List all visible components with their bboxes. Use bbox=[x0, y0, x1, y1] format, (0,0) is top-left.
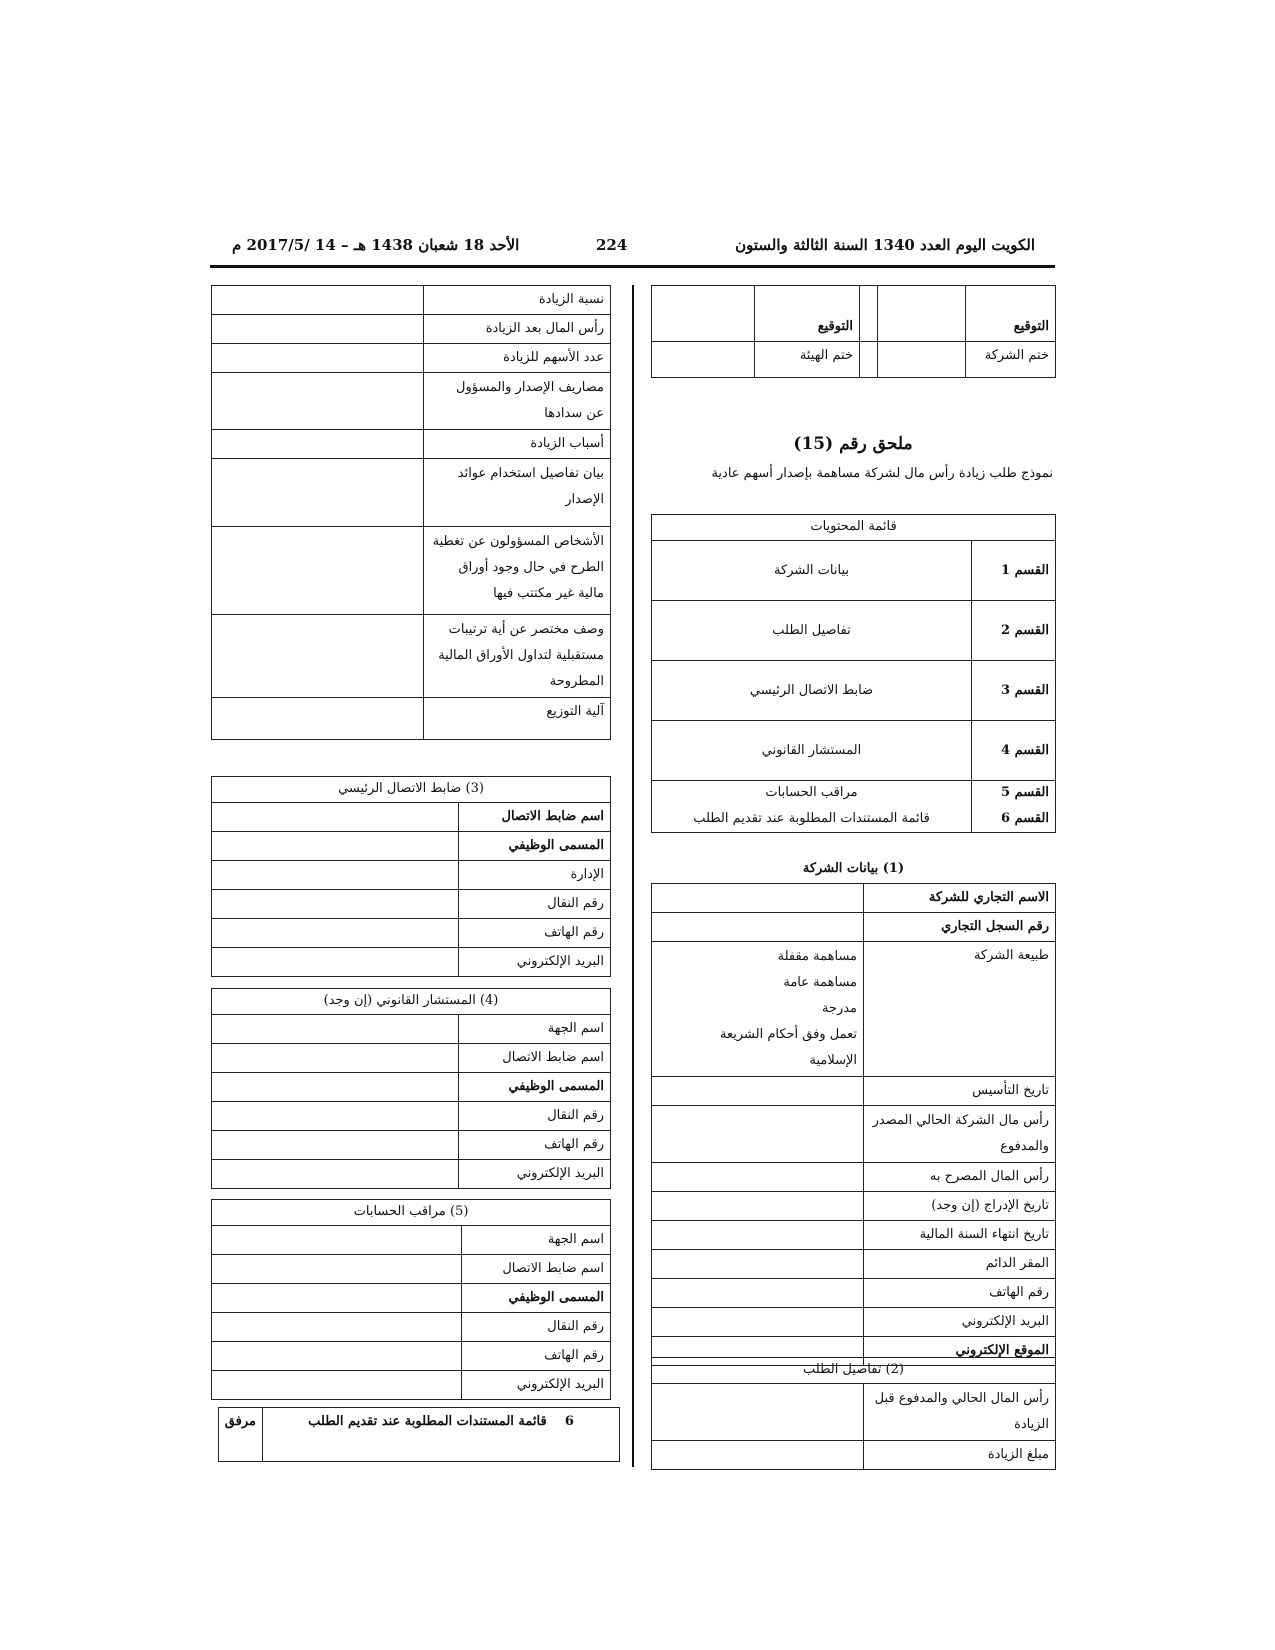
legal-email-field[interactable] bbox=[212, 1160, 459, 1189]
contact-mobile-label: رقم النقال bbox=[459, 890, 611, 919]
hq-label: المقر الدائم bbox=[864, 1249, 1056, 1278]
main-contact-table bbox=[211, 776, 611, 977]
auditor-contact-label: اسم ضابط الاتصال bbox=[462, 1255, 611, 1284]
founding-date-label: تاريخ التأسيس bbox=[864, 1076, 1056, 1105]
increase-reasons-field[interactable] bbox=[212, 430, 424, 459]
capital-after-field[interactable] bbox=[212, 315, 424, 344]
signature-label-authority: التوقيع bbox=[755, 286, 860, 342]
nature-option-islamic[interactable]: الإسلامية bbox=[809, 1052, 858, 1068]
register-no-field[interactable] bbox=[652, 912, 864, 941]
auditor-phone-field[interactable] bbox=[212, 1342, 462, 1371]
header-issue-info: الكويت اليوم العدد 1340 السنة الثالثة والستون bbox=[735, 236, 1035, 254]
auditor-table bbox=[211, 1199, 611, 1400]
nature-option-closed[interactable]: مساهمة مقفلة bbox=[777, 948, 858, 964]
company-website-label: الموقع الإلكتروني bbox=[864, 1336, 1056, 1365]
main-contact-header: (3) ضابط الاتصال الرئيسي bbox=[212, 777, 611, 803]
register-no-label: رقم السجل التجاري bbox=[864, 912, 1056, 941]
appendix-subtitle: نموذج طلب زيادة رأس مال لشركة مساهمة بإصدار أسهم عادية bbox=[711, 466, 1053, 481]
legal-mobile-field[interactable] bbox=[212, 1102, 459, 1131]
header-rule bbox=[210, 265, 1055, 268]
auditor-title-label: المسمى الوظيفي bbox=[462, 1284, 611, 1313]
issue-expenses-label: مصاريف الإصدار والمسؤول عن سدادها bbox=[424, 373, 611, 430]
founding-date-field[interactable] bbox=[652, 1076, 864, 1105]
increase-reasons-label: أسباب الزيادة bbox=[424, 430, 611, 459]
contact-phone-field[interactable] bbox=[212, 919, 459, 948]
header-page-number: 224 bbox=[596, 236, 628, 254]
distribution-mechanism-label: آلية التوزيع bbox=[424, 698, 611, 740]
auditor-entity-label: اسم الجهة bbox=[462, 1226, 611, 1255]
stamp-field-authority[interactable] bbox=[652, 342, 755, 378]
increase-ratio-field[interactable] bbox=[212, 286, 424, 315]
request-details-cont-table bbox=[211, 285, 611, 740]
shares-count-label: عدد الأسهم للزيادة bbox=[424, 344, 611, 373]
contents-header: قائمة المحتويات bbox=[652, 515, 1056, 541]
signature-spacer bbox=[860, 286, 878, 342]
legal-email-label: البريد الإلكتروني bbox=[459, 1160, 611, 1189]
legal-title-field[interactable] bbox=[212, 1073, 459, 1102]
contact-phone-label: رقم الهاتف bbox=[459, 919, 611, 948]
capital-after-label: رأس المال بعد الزيادة bbox=[424, 315, 611, 344]
company-phone-label: رقم الهاتف bbox=[864, 1278, 1056, 1307]
legal-contact-field[interactable] bbox=[212, 1044, 459, 1073]
capital-authorized-label: رأس المال المصرح به bbox=[864, 1162, 1056, 1191]
legal-mobile-label: رقم النقال bbox=[459, 1102, 611, 1131]
contact-email-field[interactable] bbox=[212, 948, 459, 977]
increase-amount-field[interactable] bbox=[652, 1441, 864, 1470]
stamp-field-company[interactable] bbox=[878, 342, 966, 378]
auditor-title-field[interactable] bbox=[212, 1284, 462, 1313]
legal-entity-field[interactable] bbox=[212, 1015, 459, 1044]
documents-table bbox=[218, 1407, 620, 1462]
listing-date-label: تاريخ الإدراج (إن وجد) bbox=[864, 1191, 1056, 1220]
column-divider bbox=[632, 285, 634, 1467]
contents-title-2: تفاصيل الطلب bbox=[652, 601, 972, 661]
stamp-spacer bbox=[860, 342, 878, 378]
signature-field-company[interactable] bbox=[878, 286, 966, 342]
proceeds-usage-label: بيان تفاصيل استخدام عوائد الإصدار bbox=[424, 459, 611, 527]
legal-entity-label: اسم الجهة bbox=[459, 1015, 611, 1044]
contents-title-4: المستشار القانوني bbox=[652, 721, 972, 781]
contents-section-3: القسم 3 bbox=[972, 661, 1056, 721]
contents-title-5: مراقب الحسابات bbox=[652, 781, 972, 807]
signature-label-company: التوقيع bbox=[966, 286, 1056, 342]
appendix-title: ملحق رقم (15) bbox=[793, 434, 913, 454]
signature-table bbox=[651, 285, 1056, 378]
company-data-header: (1) بيانات الشركة bbox=[652, 857, 1056, 883]
contact-title-field[interactable] bbox=[212, 832, 459, 861]
auditor-email-field[interactable] bbox=[212, 1371, 462, 1400]
capital-issued-field[interactable] bbox=[652, 1105, 864, 1162]
contents-title-3: ضابط الاتصال الرئيسي bbox=[652, 661, 972, 721]
auditor-email-label: البريد الإلكتروني bbox=[462, 1371, 611, 1400]
trade-name-label: الاسم التجاري للشركة bbox=[864, 883, 1056, 912]
legal-advisor-table bbox=[211, 988, 611, 1189]
capital-issued-label: رأس مال الشركة الحالي المصدر والمدفوع bbox=[864, 1105, 1056, 1162]
nature-option-listed[interactable]: مدرجة bbox=[821, 1000, 858, 1016]
request-details-table bbox=[651, 1357, 1056, 1470]
contact-name-label: اسم ضابط الاتصال bbox=[459, 803, 611, 832]
auditor-mobile-label: رقم النقال bbox=[462, 1313, 611, 1342]
issue-expenses-field[interactable] bbox=[212, 373, 424, 430]
signature-field-authority[interactable] bbox=[652, 286, 755, 342]
attachment-label[interactable]: مرفق bbox=[219, 1408, 263, 1462]
underwriters-field[interactable] bbox=[212, 527, 424, 615]
hq-field[interactable] bbox=[652, 1249, 864, 1278]
listing-date-field[interactable] bbox=[652, 1191, 864, 1220]
fiscal-end-field[interactable] bbox=[652, 1220, 864, 1249]
company-email-field[interactable] bbox=[652, 1307, 864, 1336]
contact-title-label: المسمى الوظيفي bbox=[459, 832, 611, 861]
contents-section-5: القسم 5 bbox=[972, 781, 1056, 807]
contents-table bbox=[651, 514, 1056, 833]
contents-section-1: القسم 1 bbox=[972, 541, 1056, 601]
legal-phone-field[interactable] bbox=[212, 1131, 459, 1160]
auditor-contact-field[interactable] bbox=[212, 1255, 462, 1284]
trading-arrangements-label: وصف مختصر عن أية ترتيبات مستقبلية لتداول الأوراق المالية المطروحة bbox=[424, 615, 611, 698]
legal-phone-label: رقم الهاتف bbox=[459, 1131, 611, 1160]
underwriters-label: الأشخاص المسؤولون عن تغطية الطرح في حال وجود أوراق مالية غير مكتتب فيها bbox=[424, 527, 611, 615]
contact-email-label: البريد الإلكتروني bbox=[459, 948, 611, 977]
contents-section-4: القسم 4 bbox=[972, 721, 1056, 781]
stamp-label-authority: ختم الهيئة bbox=[755, 342, 860, 378]
capital-before-field[interactable] bbox=[652, 1384, 864, 1441]
distribution-mechanism-field[interactable] bbox=[212, 698, 424, 740]
auditor-entity-field[interactable] bbox=[212, 1226, 462, 1255]
company-nature-label: طبيعة الشركة bbox=[864, 941, 1056, 1076]
increase-ratio-label: نسبة الزيادة bbox=[424, 286, 611, 315]
header-date: الأحد 18 شعبان 1438 هـ – 14 /2017/5 م bbox=[232, 236, 520, 254]
contents-section-2: القسم 2 bbox=[972, 601, 1056, 661]
company-data-table bbox=[651, 857, 1056, 1366]
capital-before-label: رأس المال الحالي والمدفوع قبل الزيادة bbox=[864, 1384, 1056, 1441]
contents-section-6: القسم 6 bbox=[972, 807, 1056, 833]
contact-name-field[interactable] bbox=[212, 803, 459, 832]
documents-title-cell bbox=[263, 1408, 620, 1462]
trading-arrangements-field[interactable] bbox=[212, 615, 424, 698]
auditor-mobile-field[interactable] bbox=[212, 1313, 462, 1342]
proceeds-usage-field[interactable] bbox=[212, 459, 424, 527]
legal-contact-label: اسم ضابط الاتصال bbox=[459, 1044, 611, 1073]
documents-title: قائمة المستندات المطلوبة عند تقديم الطلب bbox=[308, 1414, 547, 1429]
stamp-label-company: ختم الشركة bbox=[966, 342, 1056, 378]
auditor-header: (5) مراقب الحسابات bbox=[212, 1200, 611, 1226]
shares-count-field[interactable] bbox=[212, 344, 424, 373]
legal-advisor-header: (4) المستشار القانوني (إن وجد) bbox=[212, 989, 611, 1015]
documents-number: 6 bbox=[564, 1414, 574, 1429]
increase-amount-label: مبلغ الزيادة bbox=[864, 1441, 1056, 1470]
contact-department-label: الإدارة bbox=[459, 861, 611, 890]
nature-option-sharia[interactable]: تعمل وفق أحكام الشريعة bbox=[719, 1026, 858, 1042]
auditor-phone-label: رقم الهاتف bbox=[462, 1342, 611, 1371]
nature-option-public[interactable]: مساهمة عامة bbox=[783, 974, 858, 990]
trade-name-field[interactable] bbox=[652, 883, 864, 912]
contact-department-field[interactable] bbox=[212, 861, 459, 890]
legal-title-label: المسمى الوظيفي bbox=[459, 1073, 611, 1102]
capital-authorized-field[interactable] bbox=[652, 1162, 864, 1191]
contents-title-1: بيانات الشركة bbox=[652, 541, 972, 601]
company-phone-field[interactable] bbox=[652, 1278, 864, 1307]
contact-mobile-field[interactable] bbox=[212, 890, 459, 919]
fiscal-end-label: تاريخ انتهاء السنة المالية bbox=[864, 1220, 1056, 1249]
company-email-label: البريد الإلكتروني bbox=[864, 1307, 1056, 1336]
request-details-header: (2) تفاصيل الطلب bbox=[652, 1358, 1056, 1384]
contents-title-6: قائمة المستندات المطلوبة عند تقديم الطلب bbox=[652, 807, 972, 833]
company-nature-options[interactable] bbox=[652, 941, 864, 1076]
